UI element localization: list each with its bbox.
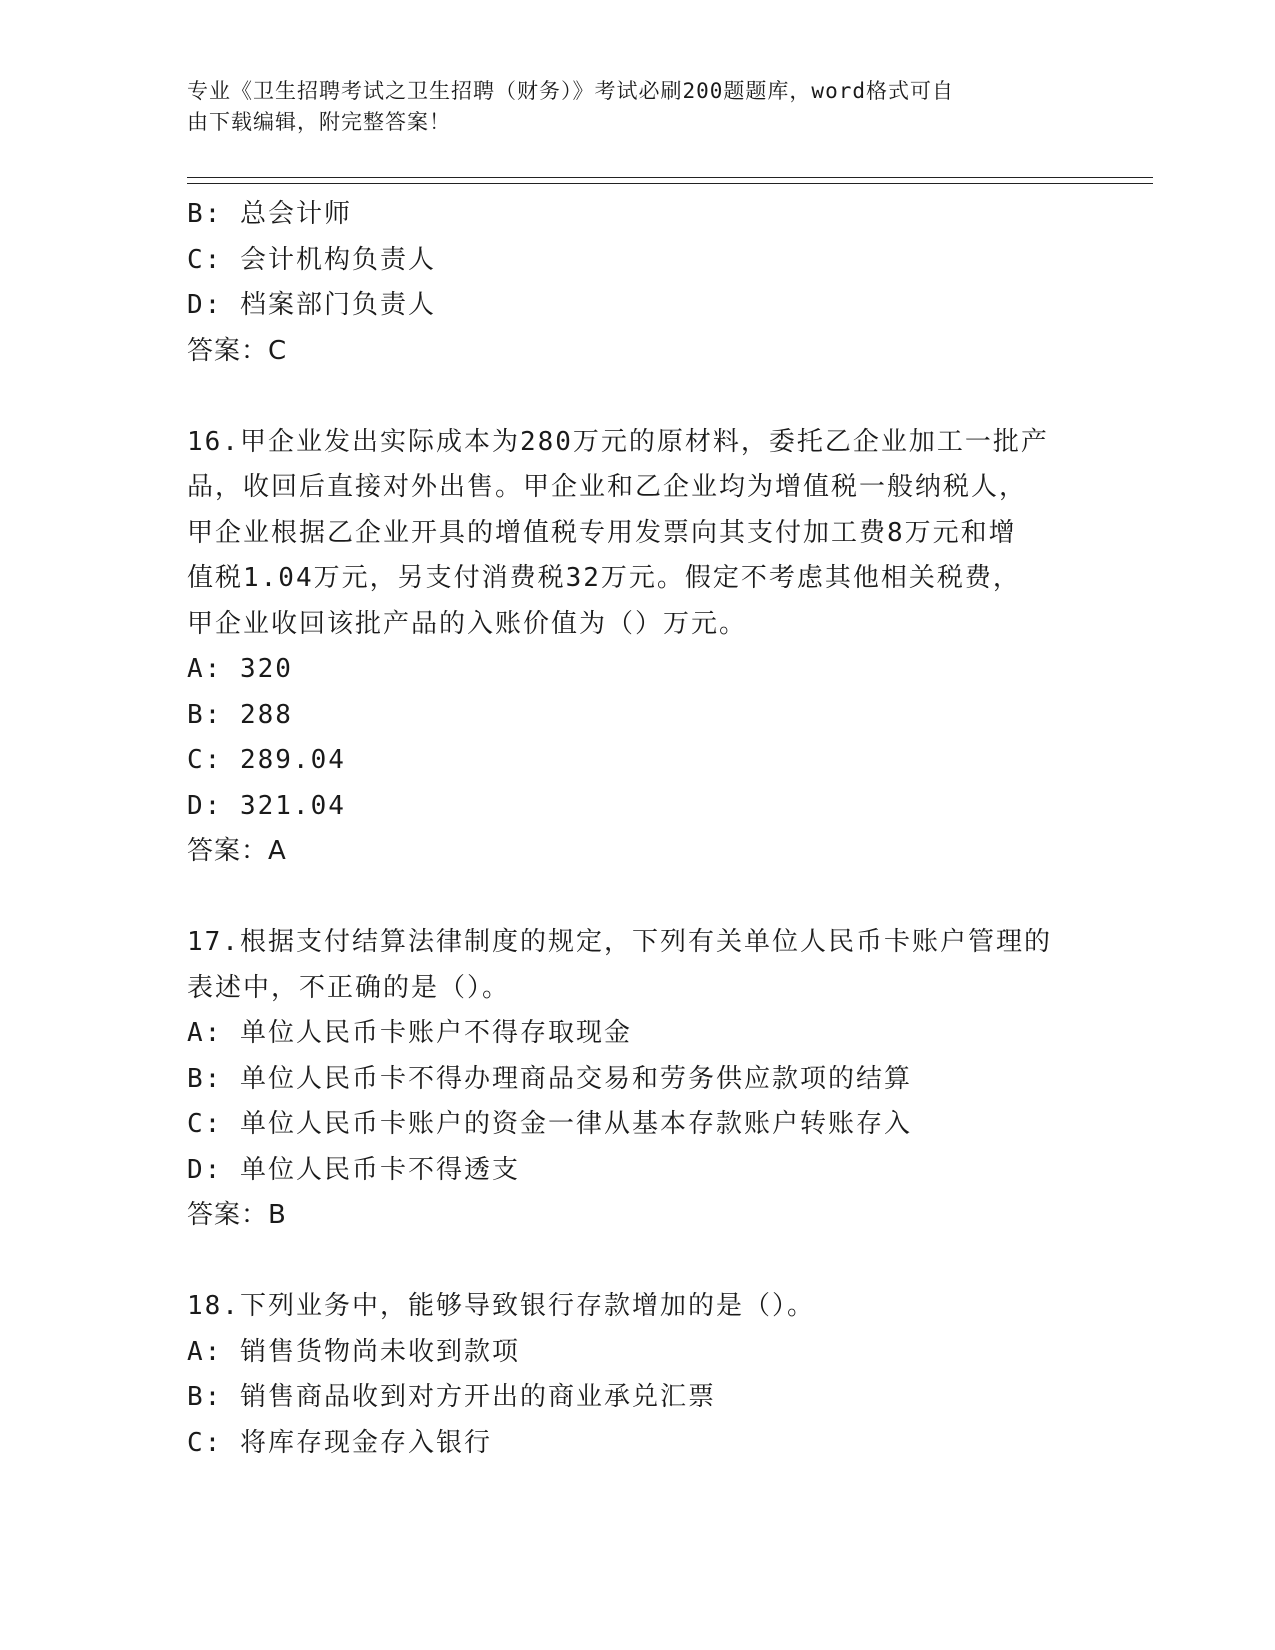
answer-label: 答案：A <box>187 836 287 866</box>
answer-label: 答案：B <box>187 1200 287 1230</box>
option-b: B: 单位人民币卡不得办理商品交易和劳务供应款项的结算 <box>187 1063 912 1094</box>
option-c: C: 单位人民币卡账户的资金一律从基本存款账户转账存入 <box>187 1109 912 1139</box>
question-line: 甲企业收回该批产品的入账价值为（）万元。 <box>187 608 748 639</box>
option-a: A: 销售货物尚未收到款项 <box>187 1336 520 1367</box>
option-c: C: 289.04 <box>187 745 346 775</box>
option-d: D: 档案部门负责人 <box>187 290 436 320</box>
option-b: B: 销售商品收到对方开出的商业承兑汇票 <box>187 1382 716 1412</box>
question-list <box>187 192 1087 1466</box>
option-d: D: 单位人民币卡不得透支 <box>187 1154 520 1185</box>
header-rule-top <box>187 177 1153 178</box>
question-line: 表述中，不正确的是（）。 <box>187 972 511 1003</box>
option-a: A: 单位人民币卡账户不得存取现金 <box>187 1018 632 1048</box>
question-line: 品，收回后直接对外出售。甲企业和乙企业均为增值税一般纳税人， <box>187 472 1028 502</box>
document-header <box>187 76 1067 138</box>
question-line: 值税1.04万元，另支付消费税32万元。假定不考虑其他相关税费， <box>187 563 1021 593</box>
question-18 <box>187 1284 1087 1466</box>
option-b: B: 288 <box>187 699 293 730</box>
question-16 <box>187 420 1087 875</box>
answer-label: 答案：C <box>187 335 288 366</box>
question-text <box>187 420 1087 648</box>
option-c: C: 将库存现金存入银行 <box>187 1427 492 1458</box>
spacer <box>187 374 1087 420</box>
header-line-1: 专业《卫生招聘考试之卫生招聘（财务）》考试必刷200题题库，word格式可自 <box>187 79 954 103</box>
header-line-2: 由下载编辑，附完整答案！ <box>187 110 451 134</box>
question-line: 18.下列业务中，能够导致银行存款增加的是（）。 <box>187 1291 815 1321</box>
option-b: B: 总会计师 <box>187 199 352 229</box>
question-text <box>187 920 1087 1011</box>
option-a: A: 320 <box>187 654 293 684</box>
spacer <box>187 875 1087 921</box>
question-line: 16.甲企业发出实际成本为280万元的原材料，委托乙企业加工一批产 <box>187 426 1049 457</box>
question-line: 17.根据支付结算法律制度的规定，下列有关单位人民币卡账户管理的 <box>187 927 1052 957</box>
option-c: C: 会计机构负责人 <box>187 244 436 275</box>
option-d: D: 321.04 <box>187 790 346 821</box>
spacer <box>187 1239 1087 1285</box>
header-rule-bottom <box>187 183 1153 184</box>
question-line: 甲企业根据乙企业开具的增值税专用发票向其支付加工费8万元和增 <box>187 517 1017 548</box>
question-15-tail <box>187 192 1087 374</box>
question-17 <box>187 920 1087 1239</box>
question-text <box>187 1284 1087 1330</box>
